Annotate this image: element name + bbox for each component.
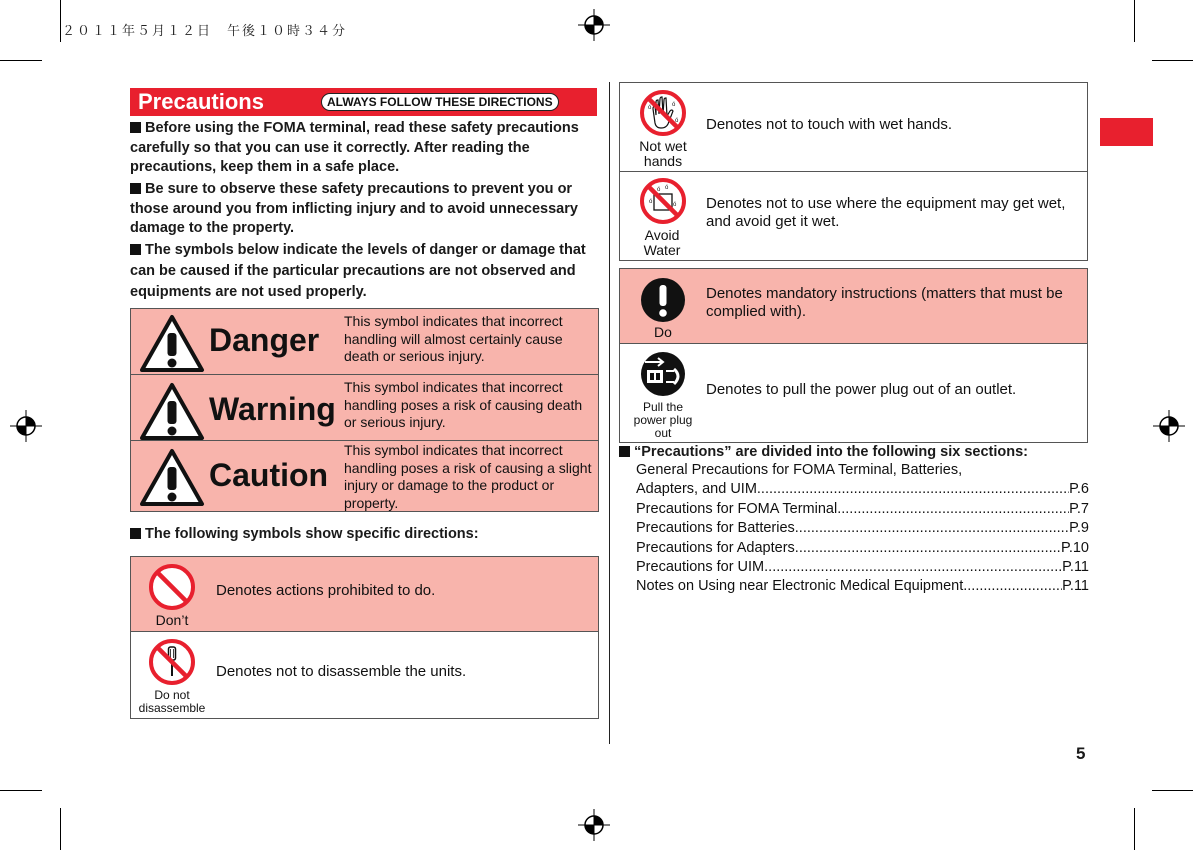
toc-dots [837,500,1069,519]
right-symbols-table-bottom [619,268,1088,443]
no-disassemble-icon [148,638,196,686]
crop-mark [1134,0,1135,42]
symbol-row [620,172,1087,260]
right-symbols-table-top [619,82,1088,261]
left-symbols-table [130,556,599,719]
page-title: Precautions [138,89,264,114]
toc-dots [757,480,1069,499]
crop-mark [1134,808,1135,850]
toc-entry[interactable] [636,480,1089,499]
toc-dots [764,558,1062,577]
toc-page: P.11 [1062,578,1089,595]
level-description: This symbol indicates that incorrect handling poses a risk of causing death or serious injury. [344,379,583,430]
symbols-heading [130,525,598,545]
heading-text: “Precautions” are divided into the following six sections: [634,444,1028,460]
level-word: Caution [209,457,329,493]
print-timestamp: ２０１１年５月１２日 午後１０時３４分 [62,24,348,39]
toc-page: P.10 [1061,539,1089,556]
symbol-description: Denotes to pull the power plug out of an outlet. [706,381,1017,398]
bullet-square-icon [130,244,141,255]
toc-page: P.11 [1062,559,1089,576]
toc-title: Precautions for Adapters [636,539,795,556]
svg-text:ó: ó [657,187,661,193]
toc-page: P.7 [1069,500,1089,517]
directions-badge: ALWAYS FOLLOW THESE DIRECTIONS [321,93,559,111]
no-wet-hands-icon [639,89,687,137]
svg-text:ó: ó [648,105,652,111]
symbol-label: Not wet hands [639,138,687,169]
mandatory-icon [639,276,687,324]
toc-dots [795,539,1061,558]
registration-mark-icon [578,809,610,841]
toc-entry[interactable] [636,500,1089,519]
svg-text:ó: ó [675,118,679,124]
symbol-label: Don’t [155,612,189,628]
toc-entry[interactable] [636,577,1089,596]
warning-triangle-icon [139,447,205,507]
level-description: This symbol indicates that incorrect handling will almost certainly cause death or serious injury. [344,313,563,364]
symbol-label: Pull the power plug out [633,400,693,440]
bullet-text: Be sure to observe these safety precautions to prevent you or those around you from inflicting injury and to avoid unnecessary damage to the property. [130,181,578,236]
registration-mark-icon [1153,410,1185,442]
crop-mark [1152,790,1193,791]
page-number: 5 [1076,744,1086,763]
crop-mark [0,60,42,61]
prohibited-icon [148,563,196,611]
warning-triangle-icon [139,313,205,373]
toc-first-line: General Precautions for FOMA Terminal, Batteries, [636,462,963,478]
symbol-row [131,557,598,632]
toc-page: P.6 [1069,481,1089,498]
toc-title: Notes on Using near Electronic Medical Equipment [636,578,964,595]
symbol-label: Do not disassemble [138,688,206,715]
intro-bullet [130,119,598,178]
sections-list [636,461,1089,597]
symbol-row [131,632,598,718]
heading-text: The following symbols show specific directions: [145,526,479,542]
intro-bullet [130,180,598,239]
column-divider [609,82,610,744]
warning-triangle-icon [139,381,205,441]
svg-text:ó: ó [673,202,677,208]
svg-text:ó: ó [672,102,676,108]
toc-entry[interactable] [636,519,1089,538]
crop-mark [0,790,42,791]
crop-mark [1152,60,1193,61]
toc-page: P.9 [1069,520,1089,537]
sections-heading [619,443,1089,463]
crop-mark [60,808,61,850]
chapter-tab [1100,118,1153,146]
symbol-description: Denotes not to disassemble the units. [216,663,467,680]
toc-entry[interactable] [636,539,1089,558]
avoid-water-icon [639,177,687,225]
level-row-danger [131,309,598,375]
registration-mark-icon [10,410,42,442]
symbol-description: Denotes actions prohibited to do. [216,582,436,599]
level-word: Danger [209,322,320,358]
bullet-square-icon [130,528,141,539]
toc-title: Precautions for UIM [636,559,765,576]
level-word: Warning [209,391,336,427]
toc-title: Precautions for Batteries [636,520,795,537]
symbol-label: Avoid Water [643,227,681,258]
bullet-square-icon [619,446,630,457]
toc-title: Adapters, and UIM [636,481,757,498]
toc-title: Precautions for FOMA Terminal [636,500,838,517]
symbol-row [620,83,1087,172]
level-row-warning [131,375,598,441]
bullet-square-icon [130,122,141,133]
registration-mark-icon [578,9,610,41]
bullet-text: Before using the FOMA terminal, read these safety precautions carefully so that you can use it correctly. After reading the precautions, keep them in a safe place. [130,120,579,175]
svg-text:ó: ó [665,185,669,191]
unplug-icon [639,350,687,398]
symbol-description: Denotes not to touch with wet hands. [706,116,952,133]
crop-mark [60,0,61,42]
level-row-caution [131,441,598,511]
toc-entry[interactable] [636,558,1089,577]
toc-dots [963,577,1062,596]
danger-levels-table [130,308,599,512]
toc-dots [795,519,1069,538]
symbol-label: Do [654,324,672,340]
section-title-bar [130,88,597,116]
bullet-square-icon [130,183,141,194]
symbol-row [620,344,1087,442]
level-description: This symbol indicates that incorrect handling poses a risk of causing a slight injury or damage to the product or property. [344,442,592,511]
symbol-description: Denotes not to use where the equipment may get wet, and avoid get it wet. [706,195,1066,230]
svg-text:ó: ó [649,199,653,205]
intro-bullet [130,240,598,303]
bullet-text: The symbols below indicate the levels of danger or damage that can be caused if the particular precautions are not observed and equipments are not used properly. [130,242,586,300]
symbol-description: Denotes mandatory instructions (matters that must be complied with). [706,285,1063,320]
symbol-row [620,269,1087,344]
